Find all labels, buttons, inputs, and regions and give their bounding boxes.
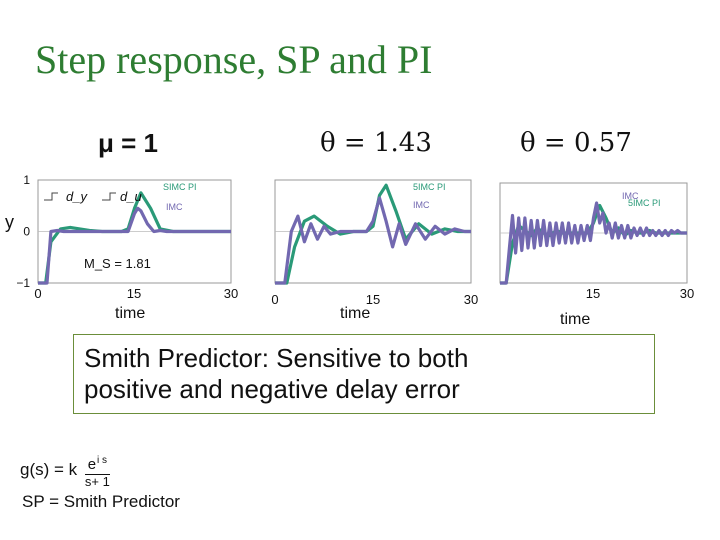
theta-label-1: θ = 1.43 bbox=[320, 128, 432, 158]
series-label-2-2: IMC bbox=[413, 200, 430, 210]
formula-num-sup: i s bbox=[97, 455, 108, 466]
x-tick-label-3-15: 15 bbox=[585, 286, 601, 301]
theta-label-2: θ = 0.57 bbox=[520, 128, 632, 158]
series-label-3-1: 5IMC PI bbox=[628, 198, 661, 208]
x-tick-label-2-0: 0 bbox=[271, 292, 279, 307]
x-tick-label-3-30: 30 bbox=[679, 286, 695, 301]
series-label-2-1: 5IMC PI bbox=[413, 182, 446, 192]
x-axis-label-2: time bbox=[340, 305, 371, 322]
formula-numerator bbox=[85, 452, 110, 475]
series-label-1-2: IMC bbox=[166, 202, 183, 212]
footnote: SP = Smith Predictor bbox=[22, 492, 180, 511]
annotation-ms: M_S = 1.81 bbox=[84, 256, 151, 271]
callout-box bbox=[73, 334, 655, 414]
x-tick-label-1-0: 0 bbox=[34, 286, 42, 301]
annotation-dy: d_y bbox=[66, 189, 87, 204]
x-axis-label-1: time bbox=[115, 305, 146, 322]
x-tick-label-1-15: 15 bbox=[126, 286, 142, 301]
formula-num-base: e bbox=[87, 456, 97, 473]
formula-fraction bbox=[85, 452, 110, 489]
x-tick-label-1-30: 30 bbox=[223, 286, 239, 301]
callout-line-1: Smith Predictor: Sensitive to both bbox=[84, 343, 469, 373]
transfer-function bbox=[20, 452, 110, 489]
x-tick-label-2-15: 15 bbox=[365, 292, 381, 307]
slide-title: Step response, SP and PI bbox=[35, 37, 433, 82]
formula-denominator: s+ 1 bbox=[84, 474, 110, 489]
annotation-du: d_u bbox=[120, 189, 142, 204]
formula-lhs: g(s) = k bbox=[20, 459, 78, 479]
y-tick-label-1: 1 bbox=[23, 173, 30, 187]
mu-label: μ = 1 bbox=[98, 128, 158, 158]
callout-line-2: positive and negative delay error bbox=[84, 374, 460, 404]
x-axis-label-3: time bbox=[560, 311, 591, 328]
y-tick-label-−1: −1 bbox=[16, 276, 30, 290]
series-label-3-2: IMC bbox=[622, 191, 639, 201]
y-tick-label-0: 0 bbox=[23, 224, 30, 239]
x-tick-label-2-30: 30 bbox=[463, 292, 479, 307]
series-label-1-1: SIMC PI bbox=[163, 182, 197, 192]
y-axis-label: y bbox=[5, 212, 14, 232]
